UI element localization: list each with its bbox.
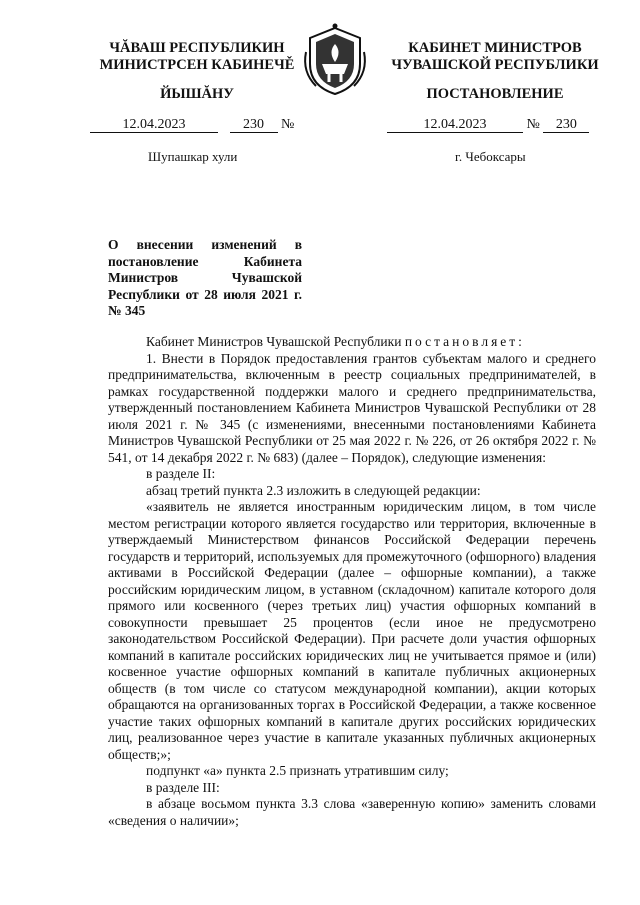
header-left-line2: МИНИСТРСЕН КАБИНЕЧĚ <box>99 57 295 73</box>
paragraph-1: 1. Внести в Порядок предоставления грантов субъектам малого и среднего предпринимательства, включенным в реестр социальных предпринимателей, в рамках государственной поддержки малого и среднего предпринимательства, утвержденный постановлением Кабинета Министров Чувашской Республики от 28 июля 2021 г. № 345 (с изменениями, внесенными постановлениями Кабинета Министров Чувашской Республики от 25 мая 2022 г. № 226, от 26 октября 2022 г. № 541, от 14 декабря 2022 г. № 683) (далее – Порядок), следующие изменения: <box>108 350 596 465</box>
intro-prefix: Кабинет Министров Чувашской Республики <box>146 334 402 349</box>
number-left: 230 <box>230 117 278 133</box>
paragraph-6: в разделе III: <box>146 779 220 795</box>
coat-of-arms-icon <box>300 22 370 98</box>
paragraph-4: «заявитель не является иностранным юридическим лицом, в том числе местом регистрации которого является государство или территория, включенные в утверждаемый Министерством финансов Российской Федерации перечень государств и территорий, используемых для промежуточного (офшорного) владения активами в Российской Федерации (далее – офшорные компании), а также российским юридическим лицом, в уставном (складочном) капитале которого доля прямого или косвенного (через третьих лиц) участия офшорных компаний в совокупности превышает 25 процентов (если иное не предусмотрено законодательством Российской Федерации). При расчете доли участия офшорных компаний в капитале российских юридических лиц не учитывается прямое и (или) косвенное участие офшорных компаний в капитале публичных акционерных обществ (в том числе со статусом международной компании), акции которых обращаются на организованных торгах в Российской Федерации, а также косвенное участие таких офшорных компаний в капитале других российских юридических лиц, реализованное через участие в капитале указанных публичных акционерных обществ;»; <box>108 499 596 762</box>
doctype-left: ЙЫШĂНУ <box>160 86 234 102</box>
number-right: 230 <box>543 117 589 133</box>
place-right: г. Чебоксары <box>455 149 526 164</box>
intro-keyword: постановляет: <box>404 334 525 349</box>
number-sign-right: № <box>526 117 540 132</box>
paragraph-2: в разделе II: <box>146 466 216 481</box>
document-body <box>108 334 596 829</box>
header-left <box>88 40 306 74</box>
intro-paragraph <box>108 334 596 351</box>
header-right-line2: ЧУВАШСКОЙ РЕСПУБЛИКИ <box>391 57 599 73</box>
doctype-right: ПОСТАНОВЛЕНИЕ <box>426 86 564 102</box>
place-left: Шупашкар хули <box>148 149 238 164</box>
paragraph-7: в абзаце восьмом пункта 3.3 слова «заверенную копию» заменить словами «сведения о наличии»; <box>108 796 596 828</box>
date-left: 12.04.2023 <box>90 117 218 133</box>
header-right <box>385 40 605 74</box>
date-number-right <box>387 117 589 133</box>
paragraph-3: абзац третий пункта 2.3 изложить в следующей редакции: <box>146 482 481 498</box>
date-number-left <box>90 117 294 133</box>
header-right-line1: КАБИНЕТ МИНИСТРОВ <box>408 40 582 56</box>
document-subject: О внесении изменений в постановление Кабинета Министров Чувашской Республики от 28 июля 2021 г. № 345 <box>108 237 302 318</box>
header-left-line1: ЧĂВАШ РЕСПУБЛИКИН <box>109 40 285 56</box>
paragraph-5: подпункт «а» пункта 2.5 признать утратившим силу; <box>146 763 449 778</box>
number-sign-left: № <box>281 117 295 132</box>
date-right: 12.04.2023 <box>387 117 523 133</box>
